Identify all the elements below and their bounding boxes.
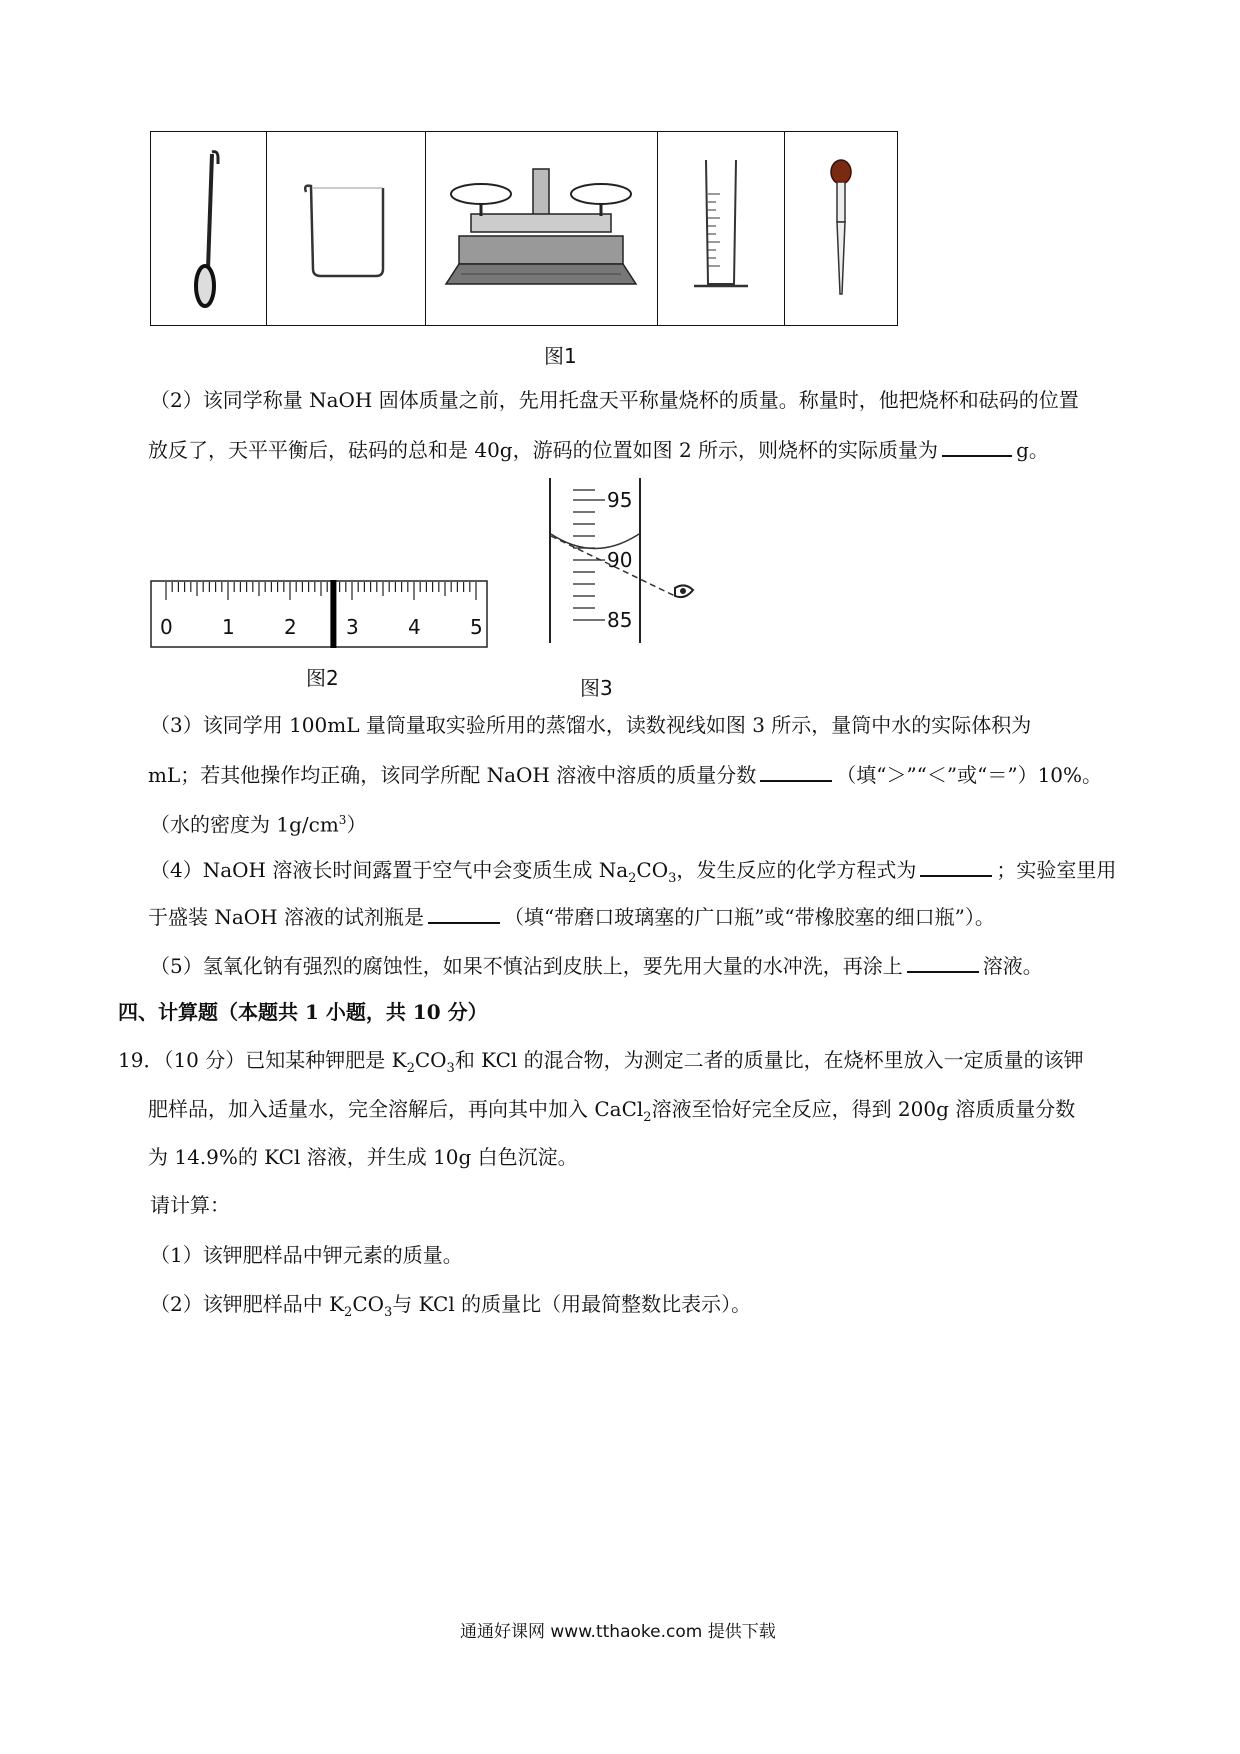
q19-sub2-co: CO [352,1292,385,1316]
q18-4-line1-end: ；实验室里用 [996,858,1117,882]
q18-3-line3-end: ） [346,812,367,837]
q18-2-line2-text: 放反了，天平平衡后，砝码的总和是 40g，游码的位置如图 2 所示，则烧杯的实际质量为 [148,438,939,462]
q19-sub-question-1: （1）该钾肥样品中钾元素的质量。 [150,1243,463,1267]
rider-marker [330,580,336,648]
q19-sub2-end: 与 KCl 的质量比（用最简整数比表示）。 [392,1292,752,1316]
ruler-label: 3 [346,615,359,639]
figure-1-apparatus-table [150,131,898,326]
figure-2-caption: 图2 [306,666,339,690]
q18-2-line1: （2）该同学称量 NaOH 固体质量之前，先用托盘天平称量烧杯的质量。称量时，他把烧杯和砝码的位置 [150,388,1079,412]
q19-line1-text: 19．（10 分）已知某种钾肥是 K [118,1048,407,1072]
q19-line2-sub: 2 [643,1110,652,1125]
q19-sub2-sub-2: 3 [384,1305,393,1320]
scale-label-90: 90 [607,548,633,572]
q18-4-sub-1: 2 [628,871,637,886]
q18-4-line2 [148,900,995,932]
ruler-label: 4 [408,615,421,639]
figure-1-caption: 图1 [544,344,577,368]
q19-line1-end: 和 KCl 的混合物，为测定二者的质量比，在烧杯里放入一定质量的该钾 [454,1048,1084,1072]
answer-blank-mass-fraction[interactable] [760,758,832,782]
q18-4-line1 [150,853,1116,894]
q18-4-co: CO [636,858,669,882]
ruler-label: 1 [222,615,235,639]
q19-prompt: 请计算： [150,1193,230,1217]
scale-label-95: 95 [607,488,633,512]
q18-5-line1-text: （5）氢氧化钠有强烈的腐蚀性，如果不慎沾到皮肤上，要先用大量的水冲洗，再涂上 [150,954,903,978]
q18-5-line1 [150,949,1043,981]
figure-3-cylinder-reading [545,478,715,648]
figure-2-rider-scale [150,580,488,648]
q18-3-line1: （3）该同学用 100mL 量筒量取实验所用的蒸馏水，读数视线如图 3 所示，量筒中水的实际体积为 [150,713,1032,737]
answer-blank-solution[interactable] [907,949,979,973]
q18-4-line1-text: （4）NaOH 溶液长时间露置于空气中会变质生成 Na [150,858,629,882]
q19-sub-1: 2 [406,1061,415,1076]
q18-3-line3-sup: 3 [338,813,347,827]
q19-sub2-sub-1: 2 [344,1305,353,1320]
q19-line2 [148,1094,1075,1133]
answer-blank-reagent-bottle[interactable] [428,900,500,924]
q18-4-line2-hint: （填“带磨口玻璃塞的广口瓶”或“带橡胶塞的细口瓶”）。 [503,905,995,929]
spoon-image [151,132,267,325]
q18-3-line2 [148,758,1102,790]
q19-line2-text: 肥样品，加入适量水，完全溶解后，再向其中加入 CaCl [148,1097,644,1121]
scale-label-85: 85 [607,608,633,632]
q18-2-line2 [148,433,1049,465]
q18-3-line3-text: （水的密度为 1g/cm [150,812,339,837]
q19-line2-end: 溶液至恰好完全反应，得到 200g 溶质质量分数 [651,1097,1076,1121]
graduated-cylinder-image [658,132,786,325]
answer-blank-beaker-mass[interactable] [942,433,1012,457]
ruler-label: 5 [470,615,483,639]
beaker-image [267,132,427,325]
q18-4-line2-text: 于盛装 NaOH 溶液的试剂瓶是 [148,905,424,929]
ruler-label: 2 [284,615,297,639]
q19-line1 [118,1045,1084,1084]
q18-3-line3 [150,805,366,840]
answer-blank-equation[interactable] [920,853,992,877]
q19-sub-question-2 [150,1289,751,1328]
q18-3-line2-text: mL；若其他操作均正确，该同学所配 NaOH 溶液中溶质的质量分数 [148,763,757,787]
q19-sub2-text: （2）该钾肥样品中 K [150,1292,345,1316]
q19-line3: 为 14.9%的 KCl 溶液，并生成 10g 白色沉淀。 [148,1145,578,1169]
page-footer: 通通好课网 www.tthaoke.com 提供下载 [460,1622,776,1642]
q18-5-line1-end: 溶液。 [982,954,1043,978]
q18-2-unit: g。 [1016,438,1049,462]
q19-sub-2: 3 [446,1061,455,1076]
q19-co: CO [414,1048,447,1072]
q18-4-sub-2: 3 [668,871,677,886]
dropper-image [785,132,897,325]
figure-3-caption: 图3 [580,676,613,700]
balance-image [426,132,657,325]
q18-4-equation-prompt: ，发生反应的化学方程式为 [676,858,917,882]
section-4-heading: 四、计算题（本题共 1 小题，共 10 分） [118,1000,488,1024]
q18-3-line2-hint: （填“＞”“＜”或“＝”）10%。 [836,763,1103,787]
ruler-label: 0 [160,615,173,639]
